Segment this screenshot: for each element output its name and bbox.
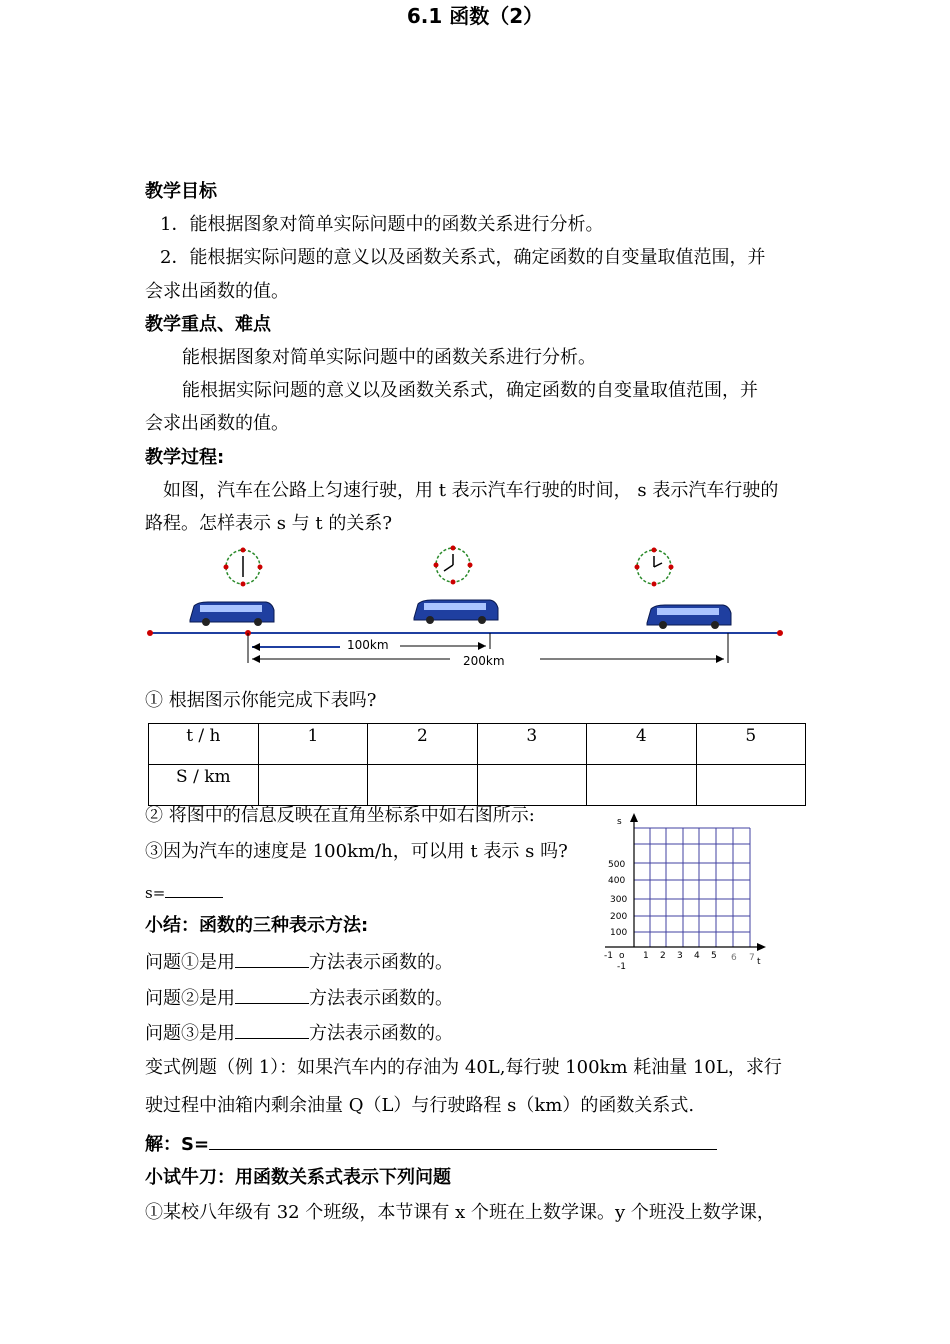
x-tick: 7 bbox=[749, 953, 755, 963]
summary-q3 bbox=[145, 1020, 453, 1046]
y-tick-neg: -1 bbox=[617, 962, 626, 972]
s-answer-blank[interactable] bbox=[165, 879, 223, 898]
bus-icon bbox=[647, 605, 731, 629]
intro-line-1: 如图，汽车在公路上匀速行驶，用 t 表示汽车行驶的时间， s 表示汽车行驶的 bbox=[163, 480, 779, 501]
example-answer bbox=[145, 1131, 717, 1157]
table-cell: 3 bbox=[477, 724, 586, 765]
practice-heading: 小试牛刀：用函数关系式表示下列问题 bbox=[145, 1167, 451, 1188]
y-tick: 100 bbox=[610, 928, 628, 938]
heading-process: 教学过程: bbox=[145, 447, 225, 468]
practice-line-1: ①某校八年级有 32 个班级，本节课有 x 个班在上数学课。y 个班没上数学课， bbox=[145, 1202, 775, 1223]
label-200km: 200km bbox=[463, 654, 505, 668]
clock-icon bbox=[635, 548, 674, 587]
x-tick-neg: -1 bbox=[604, 951, 613, 961]
answer-label: 解：S= bbox=[145, 1134, 210, 1155]
origin-label: o bbox=[619, 951, 625, 961]
question-1: ① 根据图示你能完成下表吗? bbox=[145, 690, 377, 711]
x-tick: 3 bbox=[677, 951, 683, 961]
table-row bbox=[149, 724, 806, 765]
table-cell: 5 bbox=[696, 724, 805, 765]
summary-q3-suffix: 方法表示函数的。 bbox=[309, 1023, 453, 1044]
answer-blank[interactable] bbox=[209, 1131, 717, 1150]
table-row bbox=[149, 765, 806, 806]
summary-heading: 小结：函数的三种表示方法: bbox=[145, 915, 369, 936]
x-tick: 5 bbox=[711, 951, 717, 961]
heading-key-points: 教学重点、难点 bbox=[145, 314, 271, 335]
table-cell: S / km bbox=[149, 765, 259, 806]
table-cell: t / h bbox=[149, 724, 259, 765]
summary-q2 bbox=[145, 985, 453, 1011]
bus-icon bbox=[414, 600, 498, 624]
table-cell[interactable] bbox=[258, 765, 367, 806]
summary-q3-prefix: 问题③是用 bbox=[145, 1023, 235, 1044]
summary-q2-suffix: 方法表示函数的。 bbox=[309, 988, 453, 1009]
summary-q2-blank[interactable] bbox=[235, 985, 309, 1004]
x-axis-label: t bbox=[757, 957, 761, 967]
summary-q1-blank[interactable] bbox=[235, 949, 309, 968]
question-3: ③因为汽车的速度是 100km/h，可以用 t 表示 s 吗? bbox=[145, 841, 568, 862]
y-tick: 500 bbox=[608, 860, 626, 870]
example-line-1: 变式例题（例 1）：如果汽车内的存油为 40L,每行驶 100km 耗油量 10L，求行 bbox=[145, 1057, 782, 1078]
heading-objectives: 教学目标 bbox=[145, 181, 217, 202]
objective-1: 1．能根据图象对简单实际问题中的函数关系进行分析。 bbox=[160, 214, 604, 235]
key-point-2a: 能根据实际问题的意义以及函数关系式，确定函数的自变量取值范围，并 bbox=[182, 380, 758, 401]
x-tick: 2 bbox=[660, 951, 666, 961]
table-cell: 2 bbox=[368, 724, 477, 765]
key-point-1: 能根据图象对简单实际问题中的函数关系进行分析。 bbox=[182, 347, 596, 368]
clock-icon bbox=[224, 548, 263, 587]
summary-q3-blank[interactable] bbox=[235, 1020, 309, 1039]
label-100km: 100km bbox=[347, 638, 389, 652]
table-cell[interactable] bbox=[696, 765, 805, 806]
summary-q1-suffix: 方法表示函数的。 bbox=[309, 952, 453, 973]
table-cell[interactable] bbox=[587, 765, 696, 806]
objective-2b: 会求出函数的值。 bbox=[145, 281, 289, 302]
y-tick: 400 bbox=[608, 876, 626, 886]
table-cell[interactable] bbox=[477, 765, 586, 806]
summary-q2-prefix: 问题②是用 bbox=[145, 988, 235, 1009]
x-tick: 4 bbox=[694, 951, 700, 961]
key-point-2b: 会求出函数的值。 bbox=[145, 413, 289, 434]
s-equation-label: s= bbox=[145, 884, 166, 902]
coordinate-grid bbox=[600, 810, 780, 975]
y-axis-label: s bbox=[617, 817, 622, 827]
clock-icon bbox=[434, 546, 473, 585]
bus-icon bbox=[190, 602, 274, 626]
bus-road-diagram bbox=[140, 545, 790, 670]
data-table bbox=[148, 723, 806, 806]
summary-q1 bbox=[145, 949, 453, 975]
summary-q1-prefix: 问题①是用 bbox=[145, 952, 235, 973]
y-tick: 300 bbox=[610, 895, 628, 905]
y-tick: 200 bbox=[610, 912, 628, 922]
table-cell[interactable] bbox=[368, 765, 477, 806]
objective-2a: 2．能根据实际问题的意义以及函数关系式，确定函数的自变量取值范围，并 bbox=[160, 247, 766, 268]
table-cell: 1 bbox=[258, 724, 367, 765]
page-title: 6.1 函数（2） bbox=[406, 4, 544, 28]
s-equation bbox=[145, 879, 223, 905]
question-2: ② 将图中的信息反映在直角坐标系中如右图所示: bbox=[145, 805, 535, 826]
x-tick: 6 bbox=[731, 953, 737, 963]
x-tick: 1 bbox=[643, 951, 649, 961]
intro-line-2: 路程。怎样表示 s 与 t 的关系? bbox=[145, 513, 393, 534]
table-cell: 4 bbox=[587, 724, 696, 765]
example-line-2: 驶过程中油箱内剩余油量 Q（L）与行驶路程 s（km）的函数关系式. bbox=[145, 1095, 695, 1116]
